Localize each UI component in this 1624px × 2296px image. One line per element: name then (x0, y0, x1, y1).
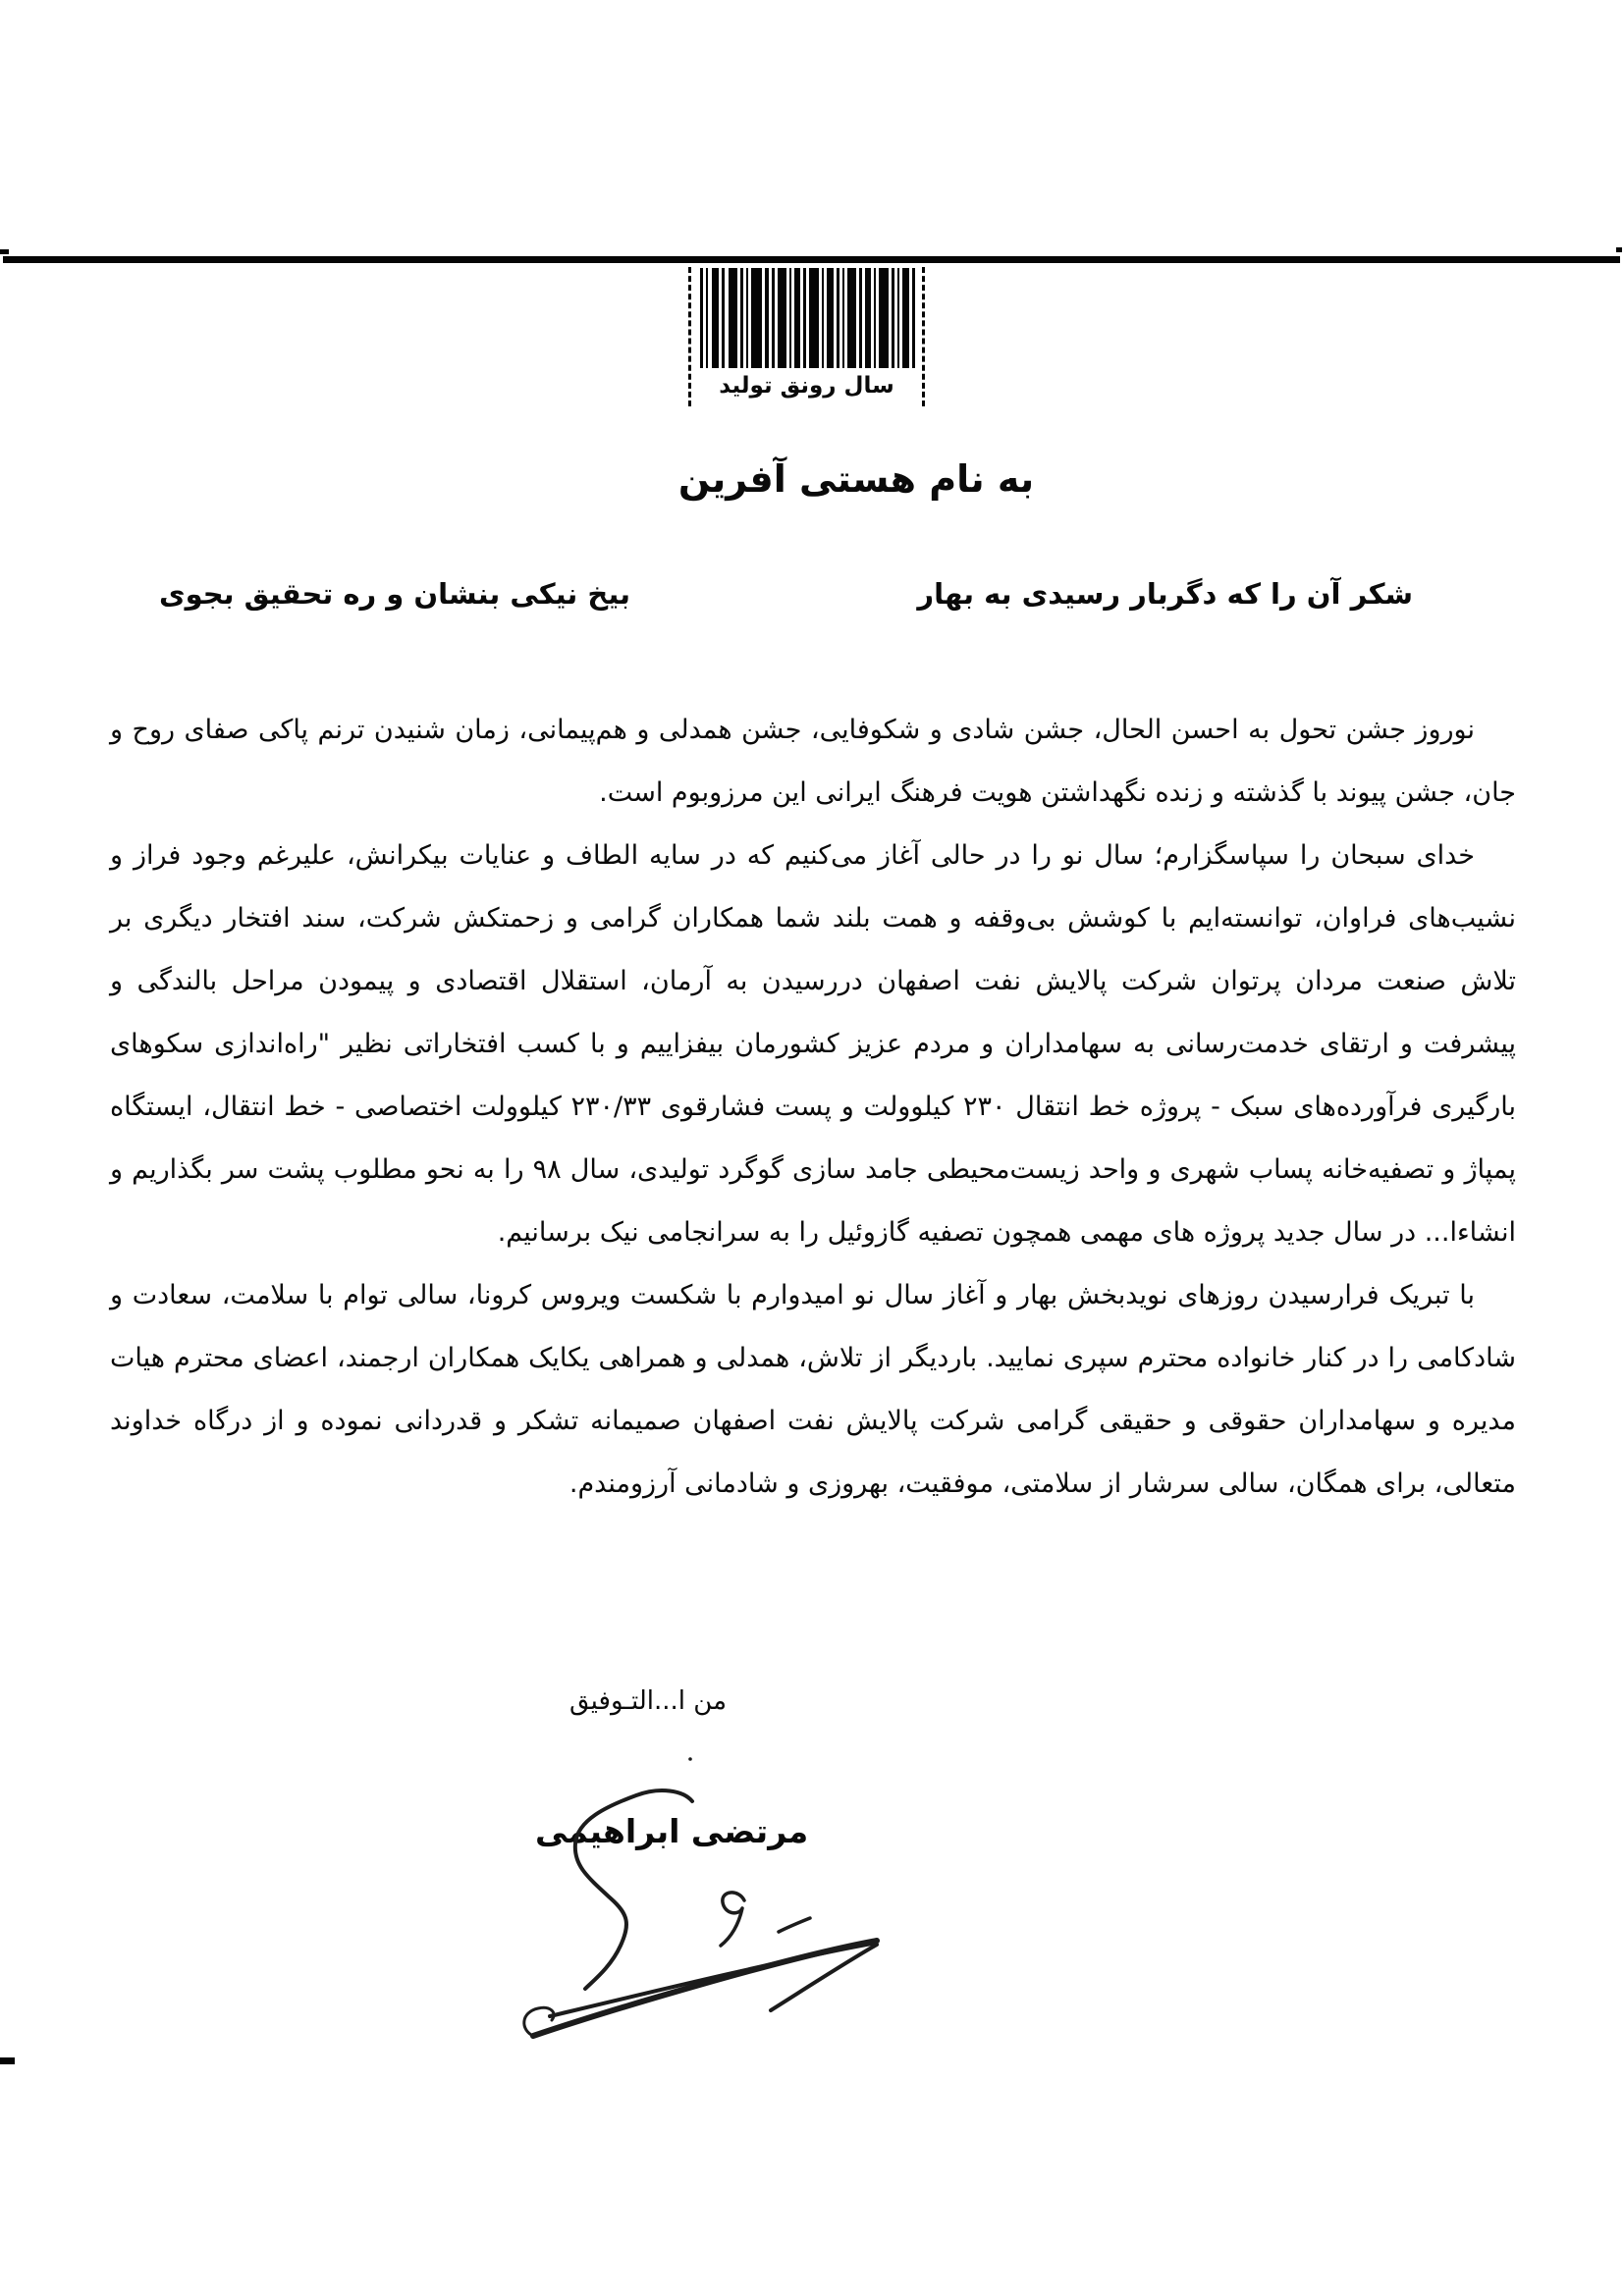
top-horizontal-rule (3, 256, 1620, 263)
letter-paragraph: نوروز جشن تحول به احسن الحال، جشن شادی و شکوفایی، جشن همدلی و هم‌پیمانی، زمان شنیدن ترنم پاکی صفای روح و جان، جشن پیوند با گذشته و زنده نگهداشتن هویت فرهنگ ایرانی این مرزوبوم است. (110, 715, 1516, 808)
slogan-barcode-badge (688, 267, 925, 406)
barcode-caption: سال رونق تولید (719, 373, 894, 399)
signatory-name: مرتضی ابراهیمی (535, 1812, 809, 1850)
letter-paragraph: خدای سبحان را سپاسگزارم؛ سال نو را در حالی آغاز می‌کنیم که در سایه الطاف و عنایات بیکرانش، علیرغم وجود فراز و نشیب‌های فراوان، توانسته‌ایم با کوشش بی‌وقفه و همت بلند شما همکاران گرامی و زحمتکش شرکت، سند افتخار دیگری بر تلاش صنعت مردان پرتوان شرکت پالایش نفت اصفهان دررسیدن به آرمان، استقلال اقتصادی و پیمودن مراحل بالندگی و پیشرفت و ارتقای خدمت‌رسانی به سهامداران و مردم عزیز کشورمان بیفزاییم و با کسب افتخاراتی نظیر "راه‌اندازی سکوهای بارگیری فرآورده‌های سبک - پروژه خط انتقال ۲۳۰ کیلوولت و پست فشارقوی ۲۳۰/۳۳ کیلوولت اختصاصی - خط انتقال، ایستگاه پمپاژ و تصفیه‌خانه پساب شهری و واحد زیست‌محیطی جامد سازی گوگرد تولیدی، سال ۹۸ را به نحو مطلوب پشت سر بگذاریم و انشاءا... در سال جدید پروژه های مهمی همچون تصفیه گازوئیل را به سرانجامی نیک برسانیم. (110, 840, 1516, 1248)
poem-hemistich-left: بیخ نیکی بنشان و ره تحقیق بجوی (159, 577, 631, 611)
poem-hemistich-right: شکر آن را که دگربار رسیدی به بهار (917, 577, 1413, 611)
barcode-icon (694, 267, 919, 369)
scan-artifact-top-right (1616, 247, 1622, 252)
basmala-title: به نام هستی آفرین (677, 457, 1035, 501)
letter-body (110, 699, 1516, 1516)
handwritten-signature-icon (491, 1745, 903, 2069)
letter-paragraph: با تبریک فرارسیدن روزهای نویدبخش بهار و آغاز سال نو امیدوارم با شکست ویروس کرونا، سالی توام با سلامت، سعادت و شادکامی را در کنار خانواده محترم سپری نمایید. باردیگر از تلاش، همدلی و همراهی یکایک همکاران ارجمند، اعضای محترم هیات مدیره و سهامداران حقوقی و حقیقی گرامی شرکت پالایش نفت اصفهان صمیمانه تشکر و قدردانی نموده و از درگاه خداوند متعالی، برای همگان، سالی سرشار از سلامتی، موفقیت، بهروزی و شادمانی آرزومندم. (110, 1280, 1516, 1499)
poem-verse (0, 577, 1624, 611)
scan-artifact-top-left (0, 249, 9, 254)
scan-artifact-bottom-left (0, 2057, 15, 2064)
closing-benediction: من ا...التـوفیق (569, 1686, 727, 1716)
